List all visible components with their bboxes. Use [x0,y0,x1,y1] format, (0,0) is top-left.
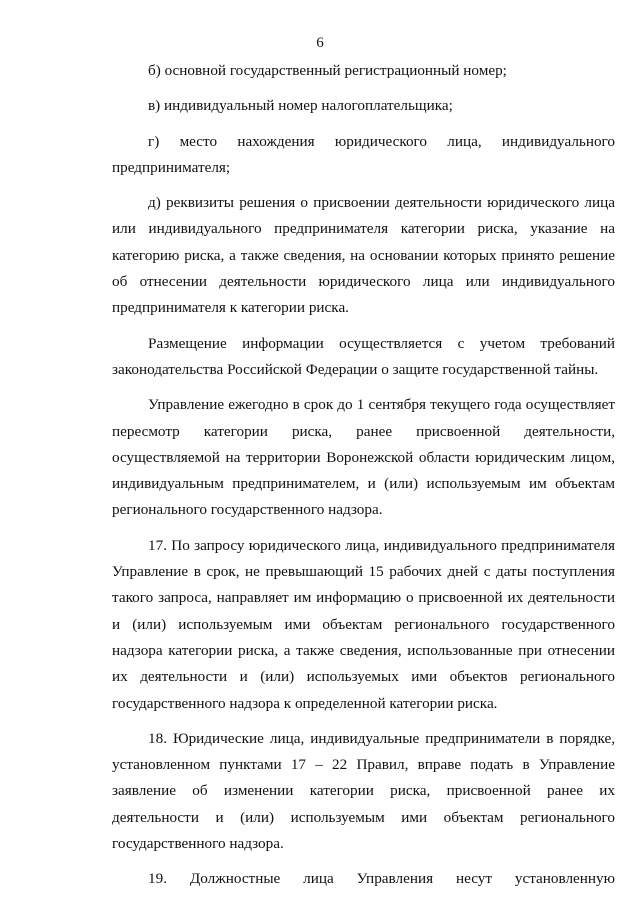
paragraph-location: г) место нахождения юридического лица, индивидуального предпринимателя; [112,132,615,176]
page-number: 6 [316,35,324,51]
paragraph-decision-details: д) реквизиты решения о присвоении деятельности юридического лица или индивидуального предпринимателя категории риска, указание на категорию риска, а также сведения, на основании которых принято решение об отнесении деятельности юридического лица или индивидуального предпринимателя к категории риска. [112,194,615,317]
paragraph-item-18: 18. Юридические лица, индивидуальные предприниматели в порядке, установленном пунктами 17 – 22 Правил, вправе подать в Управление заявление об изменении категории риска, присвоенной ранее их деятельности и (или) используемым ими объектам регионального государственного надзора. [112,729,615,853]
paragraph-item-19: 19. Должностные лица Управления несут установленную [148,870,615,888]
document-body [112,58,615,893]
paragraph-annual-review: Управление ежегодно в срок до 1 сентября текущего года осуществляет пересмотр категории риска, ранее присвоенной деятельности, осуществляемой на территории Воронежской области юридическим лицом, индивидуальным предпринимателем, и (или) используемым им объектам регионального государственного надзора. [112,396,615,519]
paragraph-state-secret: Размещение информации осуществляется с учетом требований законодательства Российской Федерации о защите государственной тайны. [112,334,615,378]
paragraph-item-17: 17. По запросу юридического лица, индивидуального предпринимателя Управление в срок, не превышающий 15 рабочих дней с даты поступления такого запроса, направляет им информацию о присвоенной их деятельности и (или) используемым ими объектам регионального государственного надзора категории риска, а также сведения, использованные при отнесении их деятельности и (или) используемых ими объектов регионального государственного надзора к определенной категории риска. [112,536,615,712]
paragraph-ogrn: б) основной государственный регистрационный номер; [148,62,507,79]
paragraph-inn: в) индивидуальный номер налогоплательщика; [148,97,453,115]
